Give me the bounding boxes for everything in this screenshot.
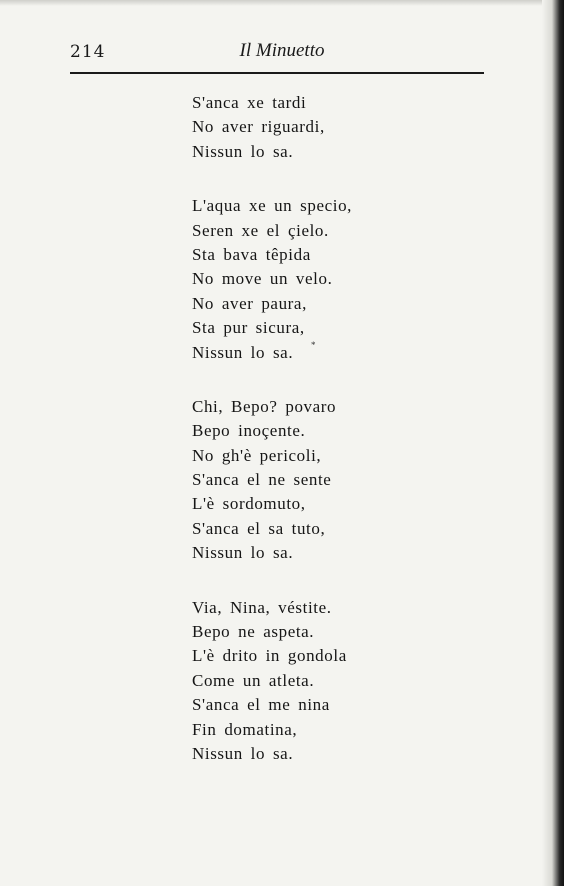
poem-line: No move un velo. [192,269,333,289]
page-binding-shadow [542,0,564,886]
page-number: 214 [70,42,106,62]
poem-line: No gh'è pericoli, [192,445,322,465]
poem-line: Sta bava têpida [192,244,311,264]
poem-line: L'aqua xe un specio, [192,196,353,216]
stanza-2 [192,194,352,365]
poem-line: S'anca el me nina [192,695,330,715]
poem-line: S'anca el ne sente [192,470,332,490]
poem-line: Bepo inoçente. [192,421,306,441]
poem-line: Nissun lo sa. [192,743,294,763]
poem-line: Come un atleta. [192,670,315,690]
poem-line: L'è drito in gondola [192,646,347,666]
poem-line: Nissun lo sa. [192,342,294,362]
poem-line: No aver riguardi, [192,117,325,137]
poem-line: Sta pur sicura, [192,318,305,338]
poem-line: Seren xe el çielo. [192,220,329,240]
poem-line: L'è sordomuto, [192,494,306,514]
footnote-mark: * [311,340,316,350]
poem-line: Nissun lo sa. [192,543,294,563]
poem [192,91,352,766]
stanza-3 [192,395,352,566]
poem-line: S'anca el sa tuto, [192,518,326,538]
poem-line: S'anca xe tardi [192,93,307,112]
poem-line: Fin domatina, [192,719,298,739]
stanza-4 [192,596,352,767]
poem-line: Chi, Bepo? povaro [192,396,337,416]
poem-line: Bepo ne aspeta. [192,622,315,642]
poem-line: No aver paura, [192,293,307,313]
page-top-edge [0,0,564,6]
poem-line: Via, Nina, véstite. [192,597,332,617]
stanza-1 [192,91,352,164]
poem-line: Nissun lo sa. [192,141,294,161]
header-rule [70,72,484,74]
running-title: Il Minuetto [239,40,325,61]
